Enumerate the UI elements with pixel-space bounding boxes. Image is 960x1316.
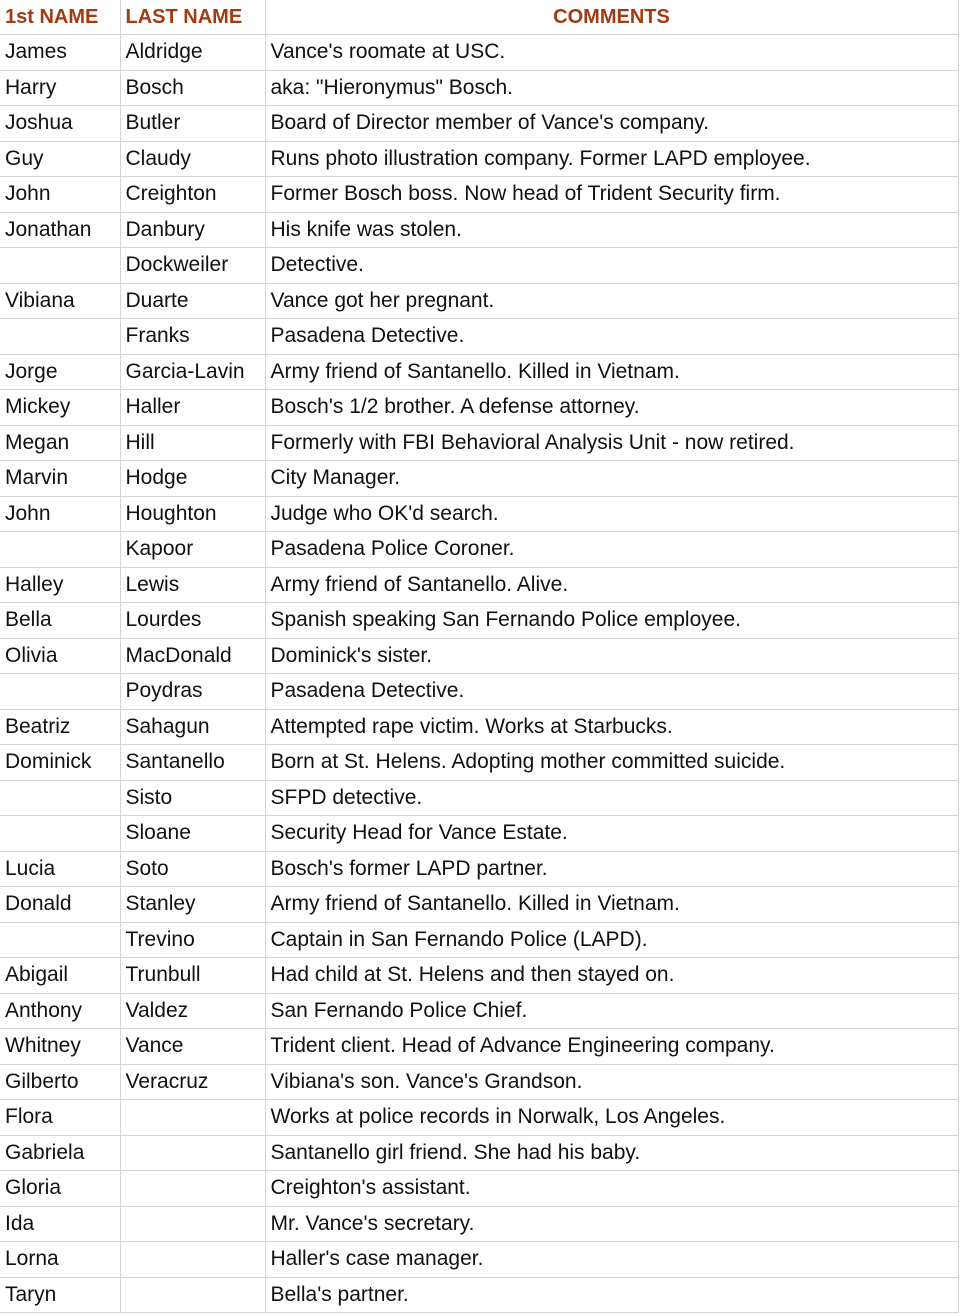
last-name-cell[interactable]: Butler (120, 106, 265, 142)
table-row (0, 141, 958, 177)
comment-cell[interactable]: Pasadena Detective. (265, 674, 958, 710)
comment-cell[interactable]: Board of Director member of Vance's company. (265, 106, 958, 142)
table-row (0, 851, 958, 887)
last-name-cell[interactable]: Sloane (120, 816, 265, 852)
table-row (0, 1100, 958, 1136)
table-row (0, 461, 958, 497)
comment-cell[interactable]: Santanello girl friend. She had his baby. (265, 1135, 958, 1171)
comment-cell[interactable]: Haller's case manager. (265, 1242, 958, 1278)
comment-cell[interactable]: Bosch's former LAPD partner. (265, 851, 958, 887)
comment-cell[interactable]: Vibiana's son. Vance's Grandson. (265, 1064, 958, 1100)
comment-cell[interactable]: His knife was stolen. (265, 212, 958, 248)
comment-cell[interactable]: Pasadena Police Coroner. (265, 532, 958, 568)
first-name-cell[interactable]: Dominick (0, 745, 120, 781)
last-name-cell[interactable]: Trevino (120, 922, 265, 958)
comment-cell[interactable]: Former Bosch boss. Now head of Trident Security firm. (265, 177, 958, 213)
comment-cell[interactable]: Bosch's 1/2 brother. A defense attorney. (265, 390, 958, 426)
first-name-cell[interactable]: Gilberto (0, 1064, 120, 1100)
last-name-header: LAST NAME (120, 0, 265, 35)
table-row (0, 603, 958, 639)
comment-cell[interactable]: City Manager. (265, 461, 958, 497)
first-name-cell[interactable] (0, 319, 120, 355)
first-name-cell[interactable]: Jonathan (0, 212, 120, 248)
first-name-cell[interactable]: Jorge (0, 354, 120, 390)
first-name-cell[interactable] (0, 922, 120, 958)
comment-cell[interactable]: San Fernando Police Chief. (265, 993, 958, 1029)
first-name-cell[interactable]: Marvin (0, 461, 120, 497)
last-name-cell[interactable]: MacDonald (120, 638, 265, 674)
last-name-cell[interactable]: Trunbull (120, 958, 265, 994)
table-row (0, 425, 958, 461)
last-name-cell[interactable] (120, 1100, 265, 1136)
first-name-cell[interactable]: Lorna (0, 1242, 120, 1278)
first-name-cell[interactable]: Gloria (0, 1171, 120, 1207)
first-name-header: 1st NAME (0, 0, 120, 35)
comment-cell[interactable]: Vance's roomate at USC. (265, 35, 958, 71)
comment-cell[interactable]: Runs photo illustration company. Former LAPD employee. (265, 141, 958, 177)
comment-cell[interactable]: Detective. (265, 248, 958, 284)
table-row (0, 177, 958, 213)
last-name-cell[interactable]: Hodge (120, 461, 265, 497)
last-name-cell[interactable]: Poydras (120, 674, 265, 710)
last-name-cell[interactable]: Creighton (120, 177, 265, 213)
comment-cell[interactable]: Pasadena Detective. (265, 319, 958, 355)
table-row (0, 745, 958, 781)
last-name-cell[interactable]: Vance (120, 1029, 265, 1065)
comment-cell[interactable]: Had child at St. Helens and then stayed on. (265, 958, 958, 994)
table-row (0, 70, 958, 106)
comment-cell[interactable]: Judge who OK'd search. (265, 496, 958, 532)
first-name-cell[interactable] (0, 780, 120, 816)
comment-cell[interactable]: Security Head for Vance Estate. (265, 816, 958, 852)
first-name-cell[interactable]: Harry (0, 70, 120, 106)
table-row (0, 354, 958, 390)
last-name-cell[interactable]: Danbury (120, 212, 265, 248)
last-name-cell[interactable] (120, 1135, 265, 1171)
comment-cell[interactable]: SFPD detective. (265, 780, 958, 816)
table-row (0, 958, 958, 994)
comment-cell[interactable]: Dominick's sister. (265, 638, 958, 674)
last-name-cell[interactable]: Claudy (120, 141, 265, 177)
first-name-cell[interactable]: James (0, 35, 120, 71)
last-name-cell[interactable]: Dockweiler (120, 248, 265, 284)
last-name-cell[interactable]: Soto (120, 851, 265, 887)
comment-cell[interactable]: Bella's partner. (265, 1277, 958, 1313)
first-name-cell[interactable]: Lucia (0, 851, 120, 887)
first-name-cell[interactable]: John (0, 496, 120, 532)
last-name-cell[interactable]: Sahagun (120, 709, 265, 745)
table-row (0, 319, 958, 355)
comment-cell[interactable]: Trident client. Head of Advance Engineering company. (265, 1029, 958, 1065)
first-name-cell[interactable]: Whitney (0, 1029, 120, 1065)
comment-cell[interactable]: aka: "Hieronymus" Bosch. (265, 70, 958, 106)
table-row (0, 248, 958, 284)
table-row (0, 993, 958, 1029)
last-name-cell[interactable]: Kapoor (120, 532, 265, 568)
table-row (0, 532, 958, 568)
comment-cell[interactable]: Army friend of Santanello. Alive. (265, 567, 958, 603)
table-row (0, 674, 958, 710)
first-name-cell[interactable]: Gabriela (0, 1135, 120, 1171)
first-name-cell[interactable]: Anthony (0, 993, 120, 1029)
table-row (0, 638, 958, 674)
header-row (0, 0, 958, 35)
table-row (0, 496, 958, 532)
last-name-cell[interactable]: Valdez (120, 993, 265, 1029)
first-name-cell[interactable]: Flora (0, 1100, 120, 1136)
first-name-cell[interactable]: Donald (0, 887, 120, 923)
comment-cell[interactable]: Formerly with FBI Behavioral Analysis Unit - now retired. (265, 425, 958, 461)
comment-cell[interactable]: Spanish speaking San Fernando Police employee. (265, 603, 958, 639)
table-row (0, 922, 958, 958)
table-row (0, 816, 958, 852)
last-name-cell[interactable] (120, 1171, 265, 1207)
comment-cell[interactable]: Army friend of Santanello. Killed in Vietnam. (265, 354, 958, 390)
comment-cell[interactable]: Mr. Vance's secretary. (265, 1206, 958, 1242)
first-name-cell[interactable]: Abigail (0, 958, 120, 994)
table-row (0, 780, 958, 816)
comment-cell[interactable]: Captain in San Fernando Police (LAPD). (265, 922, 958, 958)
comments-header: COMMENTS (265, 0, 958, 35)
first-name-cell[interactable]: Ida (0, 1206, 120, 1242)
comment-cell[interactable]: Born at St. Helens. Adopting mother committed suicide. (265, 745, 958, 781)
comment-cell[interactable]: Creighton's assistant. (265, 1171, 958, 1207)
first-name-cell[interactable]: Joshua (0, 106, 120, 142)
table-row (0, 1135, 958, 1171)
table-row (0, 1242, 958, 1278)
table-header (0, 0, 958, 35)
table-row (0, 1206, 958, 1242)
first-name-cell[interactable]: Vibiana (0, 283, 120, 319)
table-body (0, 35, 958, 1313)
table-row (0, 35, 958, 71)
last-name-cell[interactable]: Veracruz (120, 1064, 265, 1100)
last-name-cell[interactable]: Stanley (120, 887, 265, 923)
table-row (0, 1171, 958, 1207)
last-name-cell[interactable]: Garcia-Lavin (120, 354, 265, 390)
first-name-cell[interactable]: Taryn (0, 1277, 120, 1313)
last-name-cell[interactable]: Franks (120, 319, 265, 355)
first-name-cell[interactable]: John (0, 177, 120, 213)
table-row (0, 212, 958, 248)
last-name-cell[interactable]: Lewis (120, 567, 265, 603)
last-name-cell[interactable]: Aldridge (120, 35, 265, 71)
first-name-cell[interactable]: Halley (0, 567, 120, 603)
table-row (0, 283, 958, 319)
last-name-cell[interactable]: Houghton (120, 496, 265, 532)
first-name-cell[interactable] (0, 674, 120, 710)
table-row (0, 887, 958, 923)
comment-cell[interactable]: Army friend of Santanello. Killed in Vietnam. (265, 887, 958, 923)
first-name-cell[interactable] (0, 532, 120, 568)
comment-cell[interactable]: Vance got her pregnant. (265, 283, 958, 319)
first-name-cell[interactable] (0, 248, 120, 284)
last-name-cell[interactable]: Lourdes (120, 603, 265, 639)
first-name-cell[interactable]: Guy (0, 141, 120, 177)
first-name-cell[interactable]: Bella (0, 603, 120, 639)
table-row (0, 1277, 958, 1313)
last-name-cell[interactable] (120, 1206, 265, 1242)
first-name-cell[interactable]: Megan (0, 425, 120, 461)
last-name-cell[interactable]: Haller (120, 390, 265, 426)
first-name-cell[interactable] (0, 816, 120, 852)
last-name-cell[interactable] (120, 1277, 265, 1313)
table-row (0, 1029, 958, 1065)
last-name-cell[interactable]: Sisto (120, 780, 265, 816)
comment-cell[interactable]: Works at police records in Norwalk, Los Angeles. (265, 1100, 958, 1136)
comment-cell[interactable]: Attempted rape victim. Works at Starbucks. (265, 709, 958, 745)
last-name-cell[interactable] (120, 1242, 265, 1278)
first-name-cell[interactable]: Mickey (0, 390, 120, 426)
last-name-cell[interactable]: Santanello (120, 745, 265, 781)
first-name-cell[interactable]: Olivia (0, 638, 120, 674)
table-row (0, 709, 958, 745)
first-name-cell[interactable]: Beatriz (0, 709, 120, 745)
table-row (0, 567, 958, 603)
table-row (0, 390, 958, 426)
table-row (0, 106, 958, 142)
table-row (0, 1064, 958, 1100)
last-name-cell[interactable]: Bosch (120, 70, 265, 106)
last-name-cell[interactable]: Hill (120, 425, 265, 461)
last-name-cell[interactable]: Duarte (120, 283, 265, 319)
